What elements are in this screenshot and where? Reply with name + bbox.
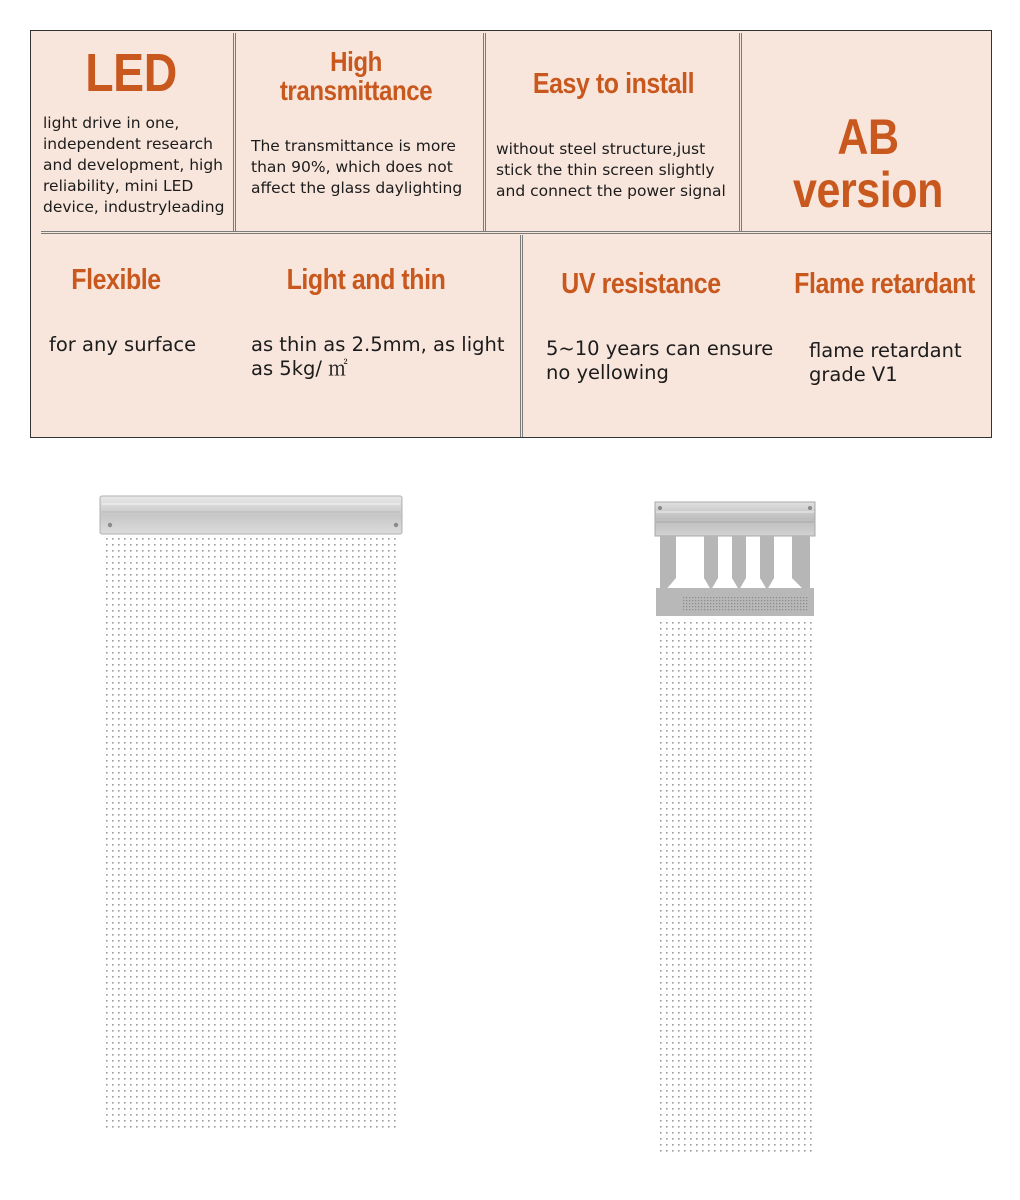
feature-desc-flame-retardant: flame retardant grade V1 bbox=[809, 339, 962, 386]
feature-title-high-transmittance: High transmittance bbox=[279, 46, 433, 107]
feature-title-ab-version: AB version bbox=[793, 109, 943, 218]
feature-desc-easy-to-install: without steel structure,just stick the thin screen slightly and connect the power signal bbox=[496, 140, 726, 200]
feature-desc-flexible: for any surface bbox=[49, 333, 197, 356]
product-image-a bbox=[98, 494, 404, 1134]
divider bbox=[520, 235, 523, 437]
feature-title-led: LED bbox=[85, 43, 177, 103]
features-panel bbox=[30, 30, 992, 438]
divider bbox=[41, 231, 991, 234]
feature-desc-uv-resistance: 5~10 years can ensure no yellowing bbox=[546, 337, 774, 384]
divider bbox=[483, 33, 486, 231]
divider bbox=[233, 33, 236, 231]
feature-desc-high-transmittance: The transmittance is more than 90%, which does not affect the glass daylighting bbox=[251, 137, 463, 197]
feature-title-flame-retardant: Flame retardant bbox=[794, 268, 975, 300]
feature-title-uv-resistance: UV resistance bbox=[561, 268, 721, 300]
feature-title-light-and-thin: Light and thin bbox=[286, 264, 446, 296]
feature-title-easy-to-install: Easy to install bbox=[532, 68, 695, 100]
product-image-b bbox=[652, 500, 818, 1156]
feature-title-flexible: Flexible bbox=[71, 264, 161, 296]
feature-desc-led: light drive in one, independent research and development, high reliability, mini LED device, industryleading bbox=[43, 114, 225, 216]
feature-desc-light-and-thin: as thin as 2.5mm, as light as 5kg/ ㎡ bbox=[251, 333, 505, 380]
